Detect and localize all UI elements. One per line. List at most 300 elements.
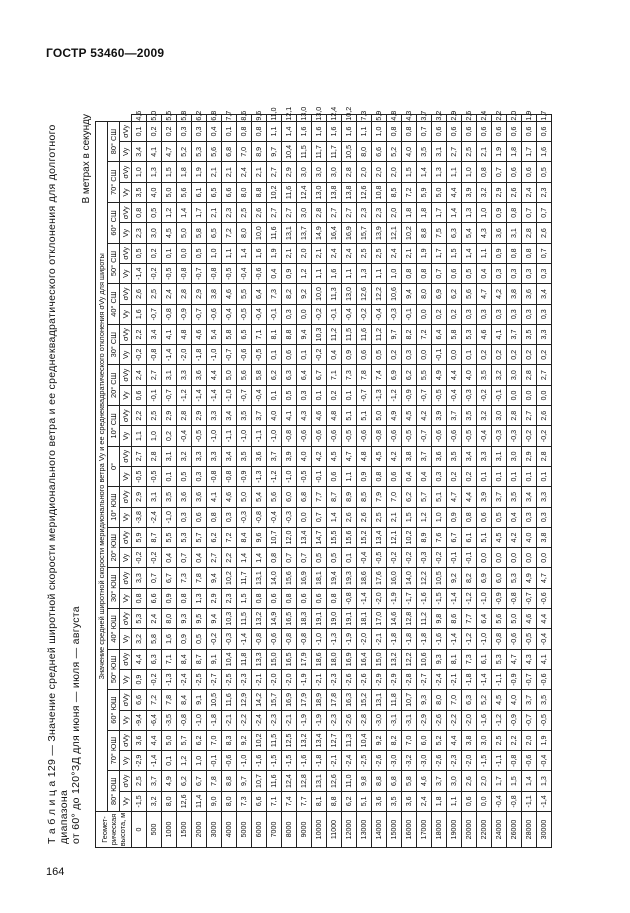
value-cell: 3,6	[192, 365, 207, 385]
value-cell: 0,9	[447, 507, 462, 527]
value-cell: 1,1	[447, 162, 462, 182]
altitude-cell: 1000	[162, 812, 177, 848]
value-cell: 19,1	[342, 609, 357, 629]
value-cell: 3,6	[192, 487, 207, 507]
value-cell: -0,1	[207, 751, 222, 771]
value-cell: 0,6	[297, 588, 312, 608]
value-cell: -2,8	[402, 669, 417, 689]
altitude-cell: 13000	[357, 812, 372, 848]
value-cell: -0,8	[207, 466, 222, 486]
value-cell: 3,4	[147, 324, 162, 344]
value-cell: 3,2	[132, 629, 147, 649]
value-cell: 6,6	[147, 588, 162, 608]
value-cell: 7,2	[402, 182, 417, 202]
value-cell: 8,4	[177, 690, 192, 710]
value-cell: -0,5	[432, 385, 447, 405]
value-cell: 9,2	[297, 284, 312, 304]
subheader-sigma: σVy	[120, 649, 132, 669]
value-cell: 1,8	[177, 162, 192, 182]
value-cell: 10,4	[282, 142, 297, 162]
value-cell: 0,9	[492, 243, 507, 263]
value-cell: 15,2	[357, 690, 372, 710]
value-cell: 2,6	[462, 115, 477, 122]
value-cell: 1,4	[177, 203, 192, 223]
value-cell: 0,3	[192, 466, 207, 486]
value-cell: -2,7	[417, 669, 432, 689]
value-cell: -0,8	[177, 263, 192, 283]
value-cell: 9,6	[252, 527, 267, 547]
value-cell: 6,9	[387, 365, 402, 385]
value-cell: 3,6	[492, 223, 507, 243]
value-cell: 0,9	[357, 466, 372, 486]
subheader-sigma: σVy	[120, 284, 132, 304]
value-cell: 0,7	[432, 263, 447, 283]
value-cell: 1,5	[447, 243, 462, 263]
subheader-sigma: σVy	[120, 162, 132, 182]
value-cell: 3,3	[207, 446, 222, 466]
value-cell: 0,1	[132, 121, 147, 142]
latitude-header: 20° ЮШ	[108, 527, 120, 568]
value-cell: -0,3	[237, 507, 252, 527]
value-cell: 8,2	[402, 324, 417, 344]
value-cell: 0,6	[192, 507, 207, 527]
value-cell: -0,7	[357, 385, 372, 405]
value-cell: 7,0	[237, 142, 252, 162]
altitude-cell: 14000	[372, 812, 387, 848]
value-cell: 4,9	[387, 406, 402, 426]
subheader-v: Vy	[120, 345, 132, 365]
value-cell: 5,8	[252, 365, 267, 385]
value-cell: 0,7	[537, 243, 552, 263]
value-cell: 2,5	[492, 730, 507, 750]
value-cell: 5,4	[207, 324, 222, 344]
value-cell: 3,0	[297, 203, 312, 223]
value-cell: 0,6	[327, 466, 342, 486]
value-cell: 10,5	[432, 568, 447, 588]
value-cell: 7,4	[372, 365, 387, 385]
value-cell: 5,0	[432, 182, 447, 202]
data-table	[95, 106, 552, 848]
value-cell: -0,8	[342, 588, 357, 608]
value-cell: 0,6	[522, 162, 537, 182]
value-cell: 7,2	[147, 690, 162, 710]
value-cell: -0,6	[537, 588, 552, 608]
value-cell: -0,1	[447, 548, 462, 568]
value-cell: 14,9	[267, 609, 282, 629]
value-cell: -0,4	[342, 304, 357, 324]
value-cell: 4,6	[222, 487, 237, 507]
value-cell: -3,1	[402, 710, 417, 730]
value-cell: 6,4	[252, 284, 267, 304]
value-cell: 0,3	[537, 304, 552, 324]
value-cell: -0,4	[267, 507, 282, 527]
value-cell: 0,8	[462, 507, 477, 527]
value-cell: -2,3	[237, 669, 252, 689]
value-cell: -1,4	[477, 669, 492, 689]
value-cell: 0,3	[537, 263, 552, 283]
value-cell: 0,9	[162, 588, 177, 608]
value-cell: 2,0	[387, 162, 402, 182]
altitude-cell: 0	[132, 812, 147, 848]
value-cell: 3,9	[282, 446, 297, 466]
value-cell: 0,8	[402, 263, 417, 283]
value-cell: 0,8	[267, 548, 282, 568]
value-cell: 6,3	[447, 223, 462, 243]
value-cell: 10,4	[357, 730, 372, 750]
value-cell: 0,4	[417, 466, 432, 486]
value-cell: -0,9	[402, 385, 417, 405]
value-cell: 0,6	[477, 121, 492, 142]
value-cell: 8,8	[327, 791, 342, 811]
value-cell: -0,6	[327, 426, 342, 446]
value-cell: 0,6	[447, 121, 462, 142]
value-cell: 0,9	[132, 669, 147, 689]
value-cell: 5,1	[342, 406, 357, 426]
value-cell: -1,0	[477, 588, 492, 608]
table-row	[312, 115, 327, 848]
subheader-sigma: σVy	[120, 568, 132, 588]
value-cell: 3,8	[507, 284, 522, 304]
value-cell: 5,4	[462, 223, 477, 243]
subheader-v: Vy	[120, 466, 132, 486]
value-cell: 2,6	[537, 406, 552, 426]
value-cell: -1,1	[492, 669, 507, 689]
table-row	[327, 115, 342, 848]
value-cell: 1,6	[297, 121, 312, 142]
value-cell: -2,6	[432, 710, 447, 730]
value-cell: 7,0	[387, 487, 402, 507]
value-cell: 5,6	[267, 487, 282, 507]
value-cell: -0,2	[477, 385, 492, 405]
value-cell: -2,4	[342, 751, 357, 771]
value-cell: 6,2	[402, 365, 417, 385]
value-cell: 10,2	[267, 182, 282, 202]
value-cell: 5,6	[177, 182, 192, 202]
value-cell: 10,2	[402, 223, 417, 243]
value-cell: 0,7	[177, 548, 192, 568]
value-cell: 7,7	[297, 791, 312, 811]
value-cell: 5,3	[132, 609, 147, 629]
value-cell: -2,6	[372, 751, 387, 771]
value-cell: 1,1	[372, 263, 387, 283]
value-cell: 0,2	[462, 466, 477, 486]
table-row	[147, 115, 162, 848]
value-cell: 12,2	[417, 568, 432, 588]
value-cell: 1,9	[267, 243, 282, 263]
value-cell: -0,2	[432, 548, 447, 568]
value-cell: 6,1	[477, 649, 492, 669]
value-cell: 4,6	[132, 115, 147, 122]
value-cell: 9,6	[252, 115, 267, 122]
value-cell: 10,2	[252, 730, 267, 750]
subheader-sigma: σVy	[120, 527, 132, 547]
value-cell: 5,8	[147, 629, 162, 649]
value-cell: -2,4	[252, 710, 267, 730]
value-cell: 7,3	[177, 568, 192, 588]
value-cell: 3,7	[417, 446, 432, 466]
value-cell: 7,7	[312, 487, 327, 507]
table-row	[252, 115, 267, 848]
value-cell: 3,6	[402, 791, 417, 811]
value-cell: -0,8	[222, 466, 237, 486]
value-cell: 2,7	[282, 203, 297, 223]
value-cell: 9,5	[192, 609, 207, 629]
value-cell: -1,0	[207, 345, 222, 365]
value-cell: 1,4	[237, 548, 252, 568]
value-cell: 0,5	[177, 466, 192, 486]
value-cell: 1,4	[447, 203, 462, 223]
value-cell: 0,3	[522, 263, 537, 283]
value-cell: 3,5	[522, 324, 537, 344]
value-cell: -0,2	[147, 669, 162, 689]
value-cell: 6,0	[282, 487, 297, 507]
value-cell: 1,2	[177, 751, 192, 771]
value-cell: 1,1	[342, 466, 357, 486]
value-cell: -0,1	[147, 385, 162, 405]
value-cell: 3,0	[507, 365, 522, 385]
value-cell: 1,1	[132, 426, 147, 446]
table-row	[372, 115, 387, 848]
value-cell: 10,0	[252, 223, 267, 243]
value-cell: 7,3	[342, 365, 357, 385]
value-cell: 10,7	[402, 690, 417, 710]
value-cell: 5,5	[162, 115, 177, 122]
value-cell: 6,0	[417, 730, 432, 750]
value-cell: 1,9	[417, 243, 432, 263]
value-cell: 4,2	[492, 284, 507, 304]
value-cell: -2,3	[447, 751, 462, 771]
altitude-cell: 8000	[282, 812, 297, 848]
value-cell: 0,1	[537, 466, 552, 486]
value-cell: -0,6	[312, 426, 327, 446]
value-cell: 0,4	[507, 507, 522, 527]
value-cell: 0,0	[447, 345, 462, 365]
value-cell: 1,0	[132, 162, 147, 182]
value-cell: 3,1	[432, 142, 447, 162]
value-cell: 1,4	[237, 243, 252, 263]
value-cell: 6,5	[237, 324, 252, 344]
value-cell: 0,2	[507, 345, 522, 365]
value-cell: -0,8	[492, 629, 507, 649]
value-cell: -0,6	[252, 263, 267, 283]
value-cell: -0,8	[207, 263, 222, 283]
value-cell: -1,7	[402, 588, 417, 608]
value-cell: -3,8	[132, 507, 147, 527]
value-cell: 2,8	[522, 365, 537, 385]
value-cell: 0,7	[282, 548, 297, 568]
value-cell: -0,2	[132, 548, 147, 568]
value-cell: 7,0	[207, 730, 222, 750]
value-cell: 8,0	[357, 142, 372, 162]
value-cell: 0,8	[327, 588, 342, 608]
value-cell: 2,4	[147, 609, 162, 629]
value-cell: -0,5	[402, 426, 417, 446]
value-cell: 15,0	[372, 649, 387, 669]
subheader-sigma: σVy	[120, 406, 132, 426]
value-cell: 11,7	[237, 568, 252, 588]
value-cell: -2,3	[327, 669, 342, 689]
caption-line-2: от 60° до 120°ЗД для июня — июля — августа	[70, 606, 82, 844]
value-cell: -2,5	[357, 751, 372, 771]
value-cell: -2,5	[222, 669, 237, 689]
value-cell: 0,4	[402, 466, 417, 486]
value-cell: 1,1	[222, 243, 237, 263]
value-cell: 9,7	[387, 324, 402, 344]
value-cell: -0,5	[372, 548, 387, 568]
value-cell: 1,7	[192, 203, 207, 223]
value-cell: -0,7	[162, 385, 177, 405]
value-cell: 3,6	[372, 791, 387, 811]
value-cell: 0,2	[147, 121, 162, 142]
value-cell: 7,3	[267, 284, 282, 304]
value-cell: 5,0	[147, 115, 162, 122]
value-cell: 7,3	[237, 791, 252, 811]
subheader-sigma: σVy	[120, 771, 132, 791]
value-cell: 4,0	[267, 406, 282, 426]
value-cell: 4,8	[387, 115, 402, 122]
value-cell: 7,8	[207, 771, 222, 791]
value-cell: 6,1	[192, 182, 207, 202]
value-cell: -0,6	[297, 426, 312, 446]
value-cell: 10,3	[312, 324, 327, 344]
value-cell: 5,8	[447, 324, 462, 344]
value-cell: 9,3	[417, 690, 432, 710]
value-cell: 11,4	[192, 791, 207, 811]
value-cell: 8,2	[462, 568, 477, 588]
value-cell: 0,8	[477, 162, 492, 182]
value-cell: -0,3	[462, 385, 477, 405]
value-cell: 2,4	[342, 243, 357, 263]
table-row	[237, 115, 252, 848]
value-cell: 6,2	[342, 791, 357, 811]
value-cell: 0,3	[192, 121, 207, 142]
value-cell: 16,4	[327, 223, 342, 243]
subheader-sigma: σVy	[120, 487, 132, 507]
value-cell: 4,4	[207, 365, 222, 385]
value-cell: 3,0	[327, 162, 342, 182]
value-cell: 5,7	[192, 527, 207, 547]
value-cell: 1,1	[312, 263, 327, 283]
value-cell: 0,8	[417, 263, 432, 283]
value-cell: 4,7	[537, 568, 552, 588]
value-cell: 11,6	[282, 182, 297, 202]
subheader-v: Vy	[120, 548, 132, 568]
value-cell: -1,4	[192, 385, 207, 405]
value-cell: 5,2	[477, 690, 492, 710]
subheader-v: Vy	[120, 710, 132, 730]
value-cell: 4,4	[147, 730, 162, 750]
value-cell: 8,8	[282, 324, 297, 344]
value-cell: 0,3	[462, 304, 477, 324]
value-cell: -2,2	[237, 710, 252, 730]
value-cell: 8,1	[447, 649, 462, 669]
value-cell: 2,8	[522, 223, 537, 243]
value-cell: 0,7	[147, 568, 162, 588]
value-cell: 16,5	[282, 649, 297, 669]
value-cell: 1,9	[537, 730, 552, 750]
value-cell: 8,0	[162, 609, 177, 629]
value-cell: 1,5	[237, 588, 252, 608]
value-cell: 0,1	[507, 466, 522, 486]
value-cell: 0,6	[387, 466, 402, 486]
value-cell: -0,2	[402, 548, 417, 568]
value-cell: -0,2	[147, 548, 162, 568]
value-cell: 2,9	[162, 406, 177, 426]
table-row	[417, 115, 432, 848]
value-cell: 0,1	[162, 751, 177, 771]
value-cell: -0,4	[222, 304, 237, 324]
value-cell: 2,6	[537, 223, 552, 243]
value-cell: 11,5	[342, 324, 357, 344]
value-cell: 4,4	[462, 487, 477, 507]
value-cell: 1,0	[477, 203, 492, 223]
value-cell: 4,6	[192, 324, 207, 344]
value-cell: 8,7	[147, 527, 162, 547]
value-cell: 0,2	[522, 345, 537, 365]
table-row	[522, 115, 537, 848]
value-cell: 10,6	[387, 284, 402, 304]
value-cell: 8,2	[387, 730, 402, 750]
value-cell: -2,4	[147, 507, 162, 527]
value-cell: -0,4	[537, 629, 552, 649]
value-cell: -0,9	[507, 669, 522, 689]
value-cell: 7,3	[462, 649, 477, 669]
value-cell: 0,5	[132, 243, 147, 263]
altitude-cell: 7000	[267, 812, 282, 848]
value-cell: -0,7	[222, 345, 237, 365]
value-cell: -0,8	[252, 629, 267, 649]
value-cell: -1,2	[177, 385, 192, 405]
value-cell: -1,9	[297, 710, 312, 730]
value-cell: 14,0	[267, 568, 282, 588]
subheader-v: Vy	[120, 385, 132, 405]
value-cell: 4,2	[507, 527, 522, 547]
value-cell: 6,2	[177, 771, 192, 791]
value-cell: 4,7	[477, 284, 492, 304]
value-cell: -1,1	[252, 426, 267, 446]
value-cell: 4,1	[147, 142, 162, 162]
value-cell: 1,6	[537, 142, 552, 162]
subheader-v: Vy	[120, 426, 132, 446]
table-row	[402, 115, 417, 848]
value-cell: -1,5	[282, 751, 297, 771]
value-cell: 12,6	[357, 182, 372, 202]
value-cell: 2,5	[372, 507, 387, 527]
value-cell: 3,3	[192, 446, 207, 466]
value-cell: 1,0	[192, 751, 207, 771]
value-cell: 13,0	[297, 115, 312, 122]
value-cell: 4,8	[327, 406, 342, 426]
value-cell: -3,2	[402, 751, 417, 771]
value-cell: 2,4	[327, 243, 342, 263]
value-cell: 0,6	[477, 507, 492, 527]
value-cell: -0,7	[522, 710, 537, 730]
value-cell: 6,3	[147, 649, 162, 669]
value-cell: 9,2	[372, 730, 387, 750]
value-cell: 0,0	[477, 548, 492, 568]
value-cell: 3,5	[237, 446, 252, 466]
value-cell: 1,3	[537, 771, 552, 791]
value-cell: 3,5	[417, 142, 432, 162]
value-cell: 0,5	[192, 629, 207, 649]
value-cell: 2,7	[147, 365, 162, 385]
value-cell: 7,1	[267, 791, 282, 811]
value-cell: 0,0	[507, 385, 522, 405]
value-cell: -1,0	[237, 751, 252, 771]
value-cell: 16,9	[342, 223, 357, 243]
value-cell: 9,3	[177, 609, 192, 629]
value-cell: 0,0	[417, 345, 432, 365]
